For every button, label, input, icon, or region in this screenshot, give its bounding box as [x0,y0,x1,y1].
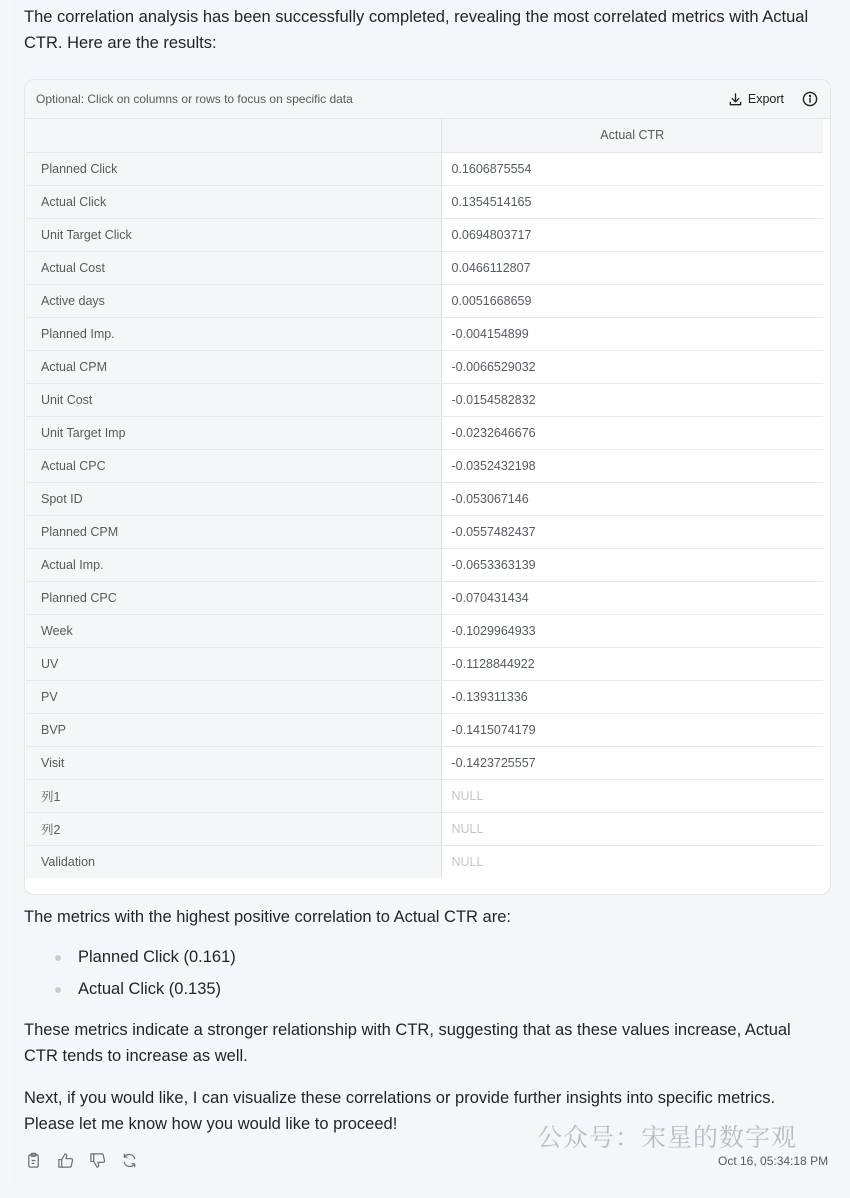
row-value[interactable]: -0.1415074179 [441,713,823,746]
thumbs-down-icon[interactable] [89,1152,107,1170]
regenerate-icon[interactable] [121,1152,139,1170]
bullet-text: Planned Click (0.161) [78,948,236,966]
table-row[interactable] [26,812,823,845]
table-hint: Optional: Click on columns or rows to focus on specific data [36,92,353,106]
table-row[interactable] [26,449,823,482]
table-row[interactable] [26,383,823,416]
export-label: Export [747,92,784,106]
row-value[interactable]: -0.070431434 [441,581,823,614]
row-label[interactable]: 列1 [26,779,441,812]
table-row[interactable] [26,482,823,515]
row-label[interactable]: Actual Cost [26,251,441,284]
row-label[interactable]: Actual CPM [26,350,441,383]
column-header-actual-ctr[interactable]: Actual CTR [441,119,823,152]
row-value[interactable]: 0.0694803717 [441,218,823,251]
table-row[interactable] [26,746,823,779]
table-row[interactable] [26,647,823,680]
bullet-dot [55,955,61,961]
row-value[interactable]: -0.0154582832 [441,383,823,416]
row-label[interactable]: 列2 [26,812,441,845]
row-label[interactable]: Visit [26,746,441,779]
table-row[interactable] [26,680,823,713]
row-value[interactable]: -0.0232646676 [441,416,823,449]
row-label[interactable]: PV [26,680,441,713]
table-row[interactable] [26,350,823,383]
intro-text: The correlation analysis has been successfully completed, revealing the most correlated metrics with Actual CTR. Here are the results: [24,8,809,52]
download-icon [728,92,743,107]
table-row[interactable] [26,515,823,548]
correlation-table [26,119,823,878]
list-item [55,977,236,1009]
table-row[interactable] [26,218,823,251]
row-value[interactable]: 0.0051668659 [441,284,823,317]
table-row[interactable] [26,152,823,185]
table-row[interactable] [26,284,823,317]
table-row[interactable] [26,581,823,614]
row-value[interactable]: NULL [451,854,484,869]
bullet-text: Actual Click (0.135) [78,980,222,998]
row-label[interactable]: Planned CPM [26,515,441,548]
row-label[interactable]: Unit Cost [26,383,441,416]
row-label[interactable]: Planned CPC [26,581,441,614]
row-label[interactable]: BVP [26,713,441,746]
row-label-header[interactable] [26,119,441,152]
row-label[interactable]: Unit Target Click [26,218,441,251]
row-label[interactable]: Validation [26,845,441,878]
table-row[interactable] [26,548,823,581]
row-value[interactable]: -0.004154899 [441,317,823,350]
row-value[interactable]: -0.0557482437 [441,515,823,548]
row-value[interactable]: -0.1029964933 [441,614,823,647]
list-item [55,945,236,977]
row-value[interactable]: 0.1354514165 [441,185,823,218]
table-toolbar [25,80,830,119]
table-row[interactable] [26,779,823,812]
explanation-text: These metrics indicate a stronger relationship with CTR, suggesting that as these values increase, Actual CTR tends to increase as well. [24,1021,791,1065]
row-value[interactable]: -0.1128844922 [441,647,823,680]
table-row[interactable] [26,845,823,878]
row-label[interactable]: Actual Imp. [26,548,441,581]
table-row[interactable] [26,185,823,218]
table-row[interactable] [26,251,823,284]
row-value[interactable]: 0.1606875554 [441,152,823,185]
summary-heading: The metrics with the highest positive correlation to Actual CTR are: [24,908,511,926]
bullet-dot [55,987,61,993]
export-button[interactable] [728,92,784,107]
row-label[interactable]: Spot ID [26,482,441,515]
row-value[interactable]: -0.139311336 [441,680,823,713]
info-icon[interactable] [802,91,818,107]
row-label[interactable]: Active days [26,284,441,317]
row-value[interactable]: -0.0653363139 [441,548,823,581]
results-table-card [24,79,831,895]
row-value[interactable]: -0.0066529032 [441,350,823,383]
copy-icon[interactable] [25,1152,43,1170]
row-label[interactable]: Planned Click [26,152,441,185]
row-value[interactable]: -0.053067146 [441,482,823,515]
row-label[interactable]: Actual CPC [26,449,441,482]
row-label[interactable]: UV [26,647,441,680]
table-row[interactable] [26,317,823,350]
row-value[interactable]: NULL [441,779,823,812]
row-value[interactable]: NULL [441,812,823,845]
row-value[interactable]: -0.0352432198 [441,449,823,482]
table-header-row [26,119,823,152]
next-steps-text: Next, if you would like, I can visualize these correlations or provide further insights into specific metrics. Please let me know how you would like to proceed! [24,1089,776,1133]
row-label[interactable]: Unit Target Imp [26,416,441,449]
message-actions [25,1152,139,1170]
thumbs-up-icon[interactable] [57,1152,75,1170]
row-label[interactable]: Planned Imp. [26,317,441,350]
row-label[interactable]: Week [26,614,441,647]
row-label[interactable]: Actual Click [26,185,441,218]
table-row[interactable] [26,713,823,746]
table-row[interactable] [26,416,823,449]
row-value[interactable]: -0.1423725557 [441,746,823,779]
row-value[interactable]: 0.0466112807 [441,251,823,284]
table-row[interactable] [26,614,823,647]
timestamp: Oct 16, 05:34:18 PM [718,1154,829,1168]
top-metrics-list [55,945,236,1009]
watermark: 公众号：宋星的数字观 [537,1123,798,1152]
